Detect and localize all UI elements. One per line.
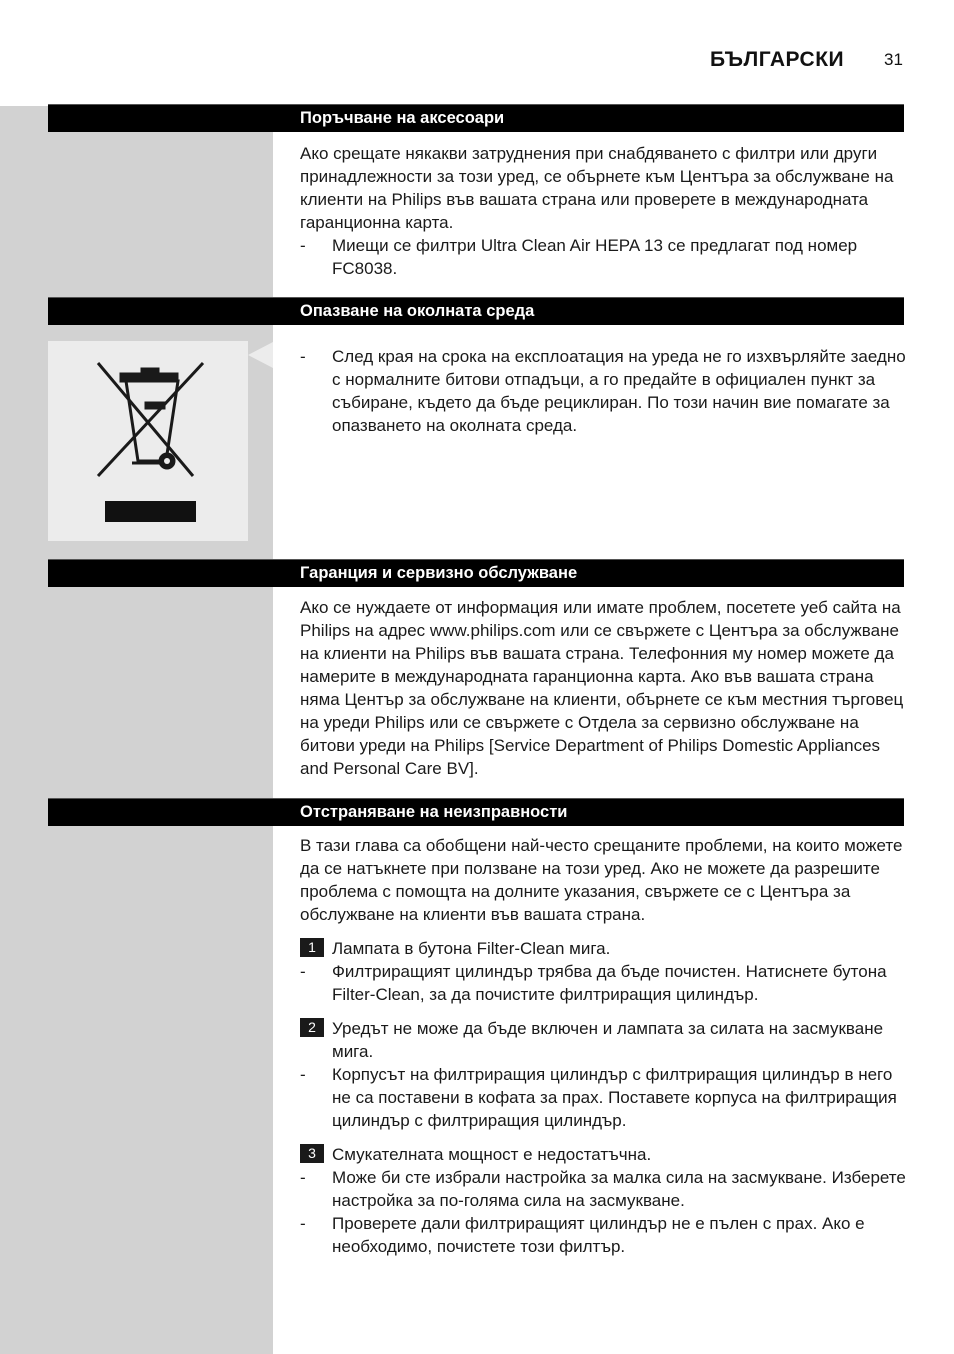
left-margin-column — [0, 106, 273, 1354]
step-problem: Уредът не може да бъде включен и лампата за силата на засмукване мига. — [332, 1019, 884, 1061]
section-environment-body — [300, 345, 908, 437]
bullet-text: Може би сте избрали настройка за малка сила на засмукване. Изберете настройка за по-голяма сила на засмукване. — [332, 1168, 906, 1210]
bullet-marker: - — [300, 1168, 306, 1187]
step-problem: Смукателната мощност е недостатъчна. — [332, 1145, 652, 1164]
section-title-guarantee: Гаранция и сервизно обслужване — [300, 564, 578, 582]
step-number: 2 — [300, 1018, 324, 1037]
section-heading-bar — [48, 798, 904, 826]
bullet-text: След края на срока на експлоатация на уреда не го изхвърляйте заедно с нормалните битови отпадъци, а го предайте в официален пункт за събиране, където да бъде рециклиран. По този начин вие помагате за опазването на околната среда. — [332, 347, 906, 435]
bullet-marker: - — [300, 347, 306, 366]
troubleshooting-step — [300, 937, 908, 960]
illustration-pointer — [248, 342, 273, 368]
step-number: 1 — [300, 938, 324, 957]
page-number: 31 — [884, 50, 903, 69]
bullet-text: Филтриращият цилиндър трябва да бъде почистен. Натиснете бутона Filter-Clean, за да почистите филтриращия цилиндър. — [332, 962, 887, 1004]
section-title-accessories: Поръчване на аксесоари — [300, 109, 505, 127]
section-title-troubleshooting: Отстраняване на неизправности — [300, 803, 568, 821]
bullet-text: Корпусът на филтриращия цилиндър с филтриращия цилиндър в него не са поставени в кофата за прах. Поставете корпуса на филтриращия цилиндър с филтриращия цилиндър. — [332, 1065, 897, 1130]
bullet-text: Проверете дали филтриращият цилиндър не е пълен с прах. Ако е необходимо, почистете този филтър. — [332, 1214, 865, 1256]
section-accessories-body — [300, 142, 908, 280]
bullet-item — [300, 1212, 908, 1258]
section-heading-bar — [48, 104, 904, 132]
bullet-item — [300, 234, 908, 280]
section-troubleshooting-body — [300, 834, 908, 1258]
step-problem: Лампата в бутона Filter-Clean мига. — [332, 939, 611, 958]
bullet-item — [300, 1166, 908, 1212]
bullet-marker: - — [300, 1214, 306, 1233]
section-guarantee-body — [300, 596, 908, 780]
language-header: БЪЛГАРСКИ — [710, 48, 845, 71]
bullet-text: Миещи се филтри Ultra Clean Air HEPA 13 се предлагат под номер FC8038. — [332, 236, 858, 278]
recycling-illustration — [48, 341, 248, 541]
paragraph: Ако се нуждаете от информация или имате проблем, посетете уеб сайта на Philips на адрес www.philips.com или се свържете с Центъра за обслужване на клиенти на Philips във вашата страна. Телефонния му номер можете да намерите в международната гаранционна карта. Ако във вашата страна няма Център за обслужване на клиенти, обърнете се към местния търговец на уреди Philips или се свържете с Отдела за сервизно обслужване на битови уреди на Philips [Service Department of Philips Domestic Appliances and Personal Care BV]. — [300, 598, 904, 778]
section-heading-bar — [48, 559, 904, 587]
paragraph: Ако срещате някакви затруднения при снабдяването с филтри или други принадлежности за този уред, се обърнете към Центъра за обслужване на клиенти на Philips във вашата страна или проверете в международната гаранционна карта. — [300, 144, 894, 232]
bullet-item — [300, 345, 908, 437]
crossed-out-wheelie-bin-icon — [48, 341, 248, 541]
bullet-marker: - — [300, 1065, 306, 1084]
bullet-item — [300, 960, 908, 1006]
section-heading-bar — [48, 297, 904, 325]
step-number: 3 — [300, 1144, 324, 1163]
bullet-marker: - — [300, 236, 306, 255]
paragraph: В тази глава са обобщени най-често срещаните проблеми, на които можете да се натъкнете при ползване на този уред. Ако не можете да разрешите проблема с помощта на долните указания, свържете се с Центъра за обслужване на клиенти във вашата страна. — [300, 836, 903, 924]
bullet-marker: - — [300, 962, 306, 981]
bullet-item — [300, 1063, 908, 1132]
troubleshooting-step — [300, 1143, 908, 1166]
section-title-environment: Опазване на околната среда — [300, 302, 535, 320]
troubleshooting-step — [300, 1017, 908, 1063]
